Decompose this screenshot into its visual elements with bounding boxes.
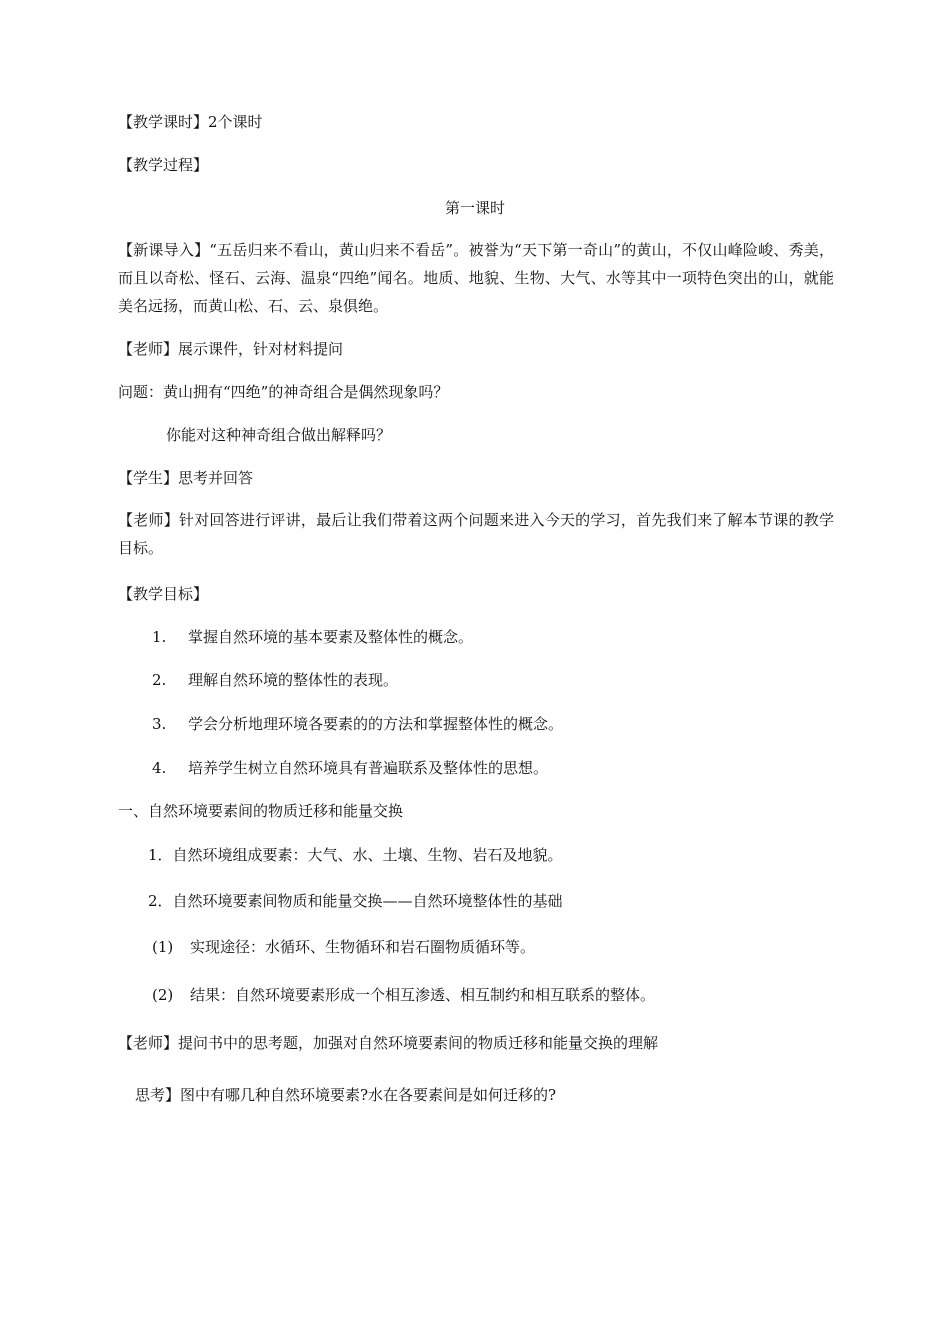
- sub-point: [152, 985, 655, 1005]
- sub-point: [152, 937, 535, 957]
- objective-text: 学会分析地理环境各要素的的方法和掌握整体性的概念。: [188, 715, 564, 733]
- lesson-title: 第一课时: [444, 199, 505, 217]
- objective-item: [152, 714, 563, 734]
- objective-text: 掌握自然环境的基本要素及整体性的概念。: [188, 628, 474, 646]
- student-line: 【学生】思考并回答: [118, 469, 254, 487]
- objective-text: 理解自然环境的整体性的表现。: [188, 671, 399, 689]
- sub-point-text: 结果：自然环境要素形成一个相互渗透、相互制约和相互联系的整体。: [190, 986, 656, 1004]
- point-1: 1．自然环境组成要素：大气、水、土壤、生物、岩石及地貌。: [148, 846, 563, 864]
- objective-number: 4.: [152, 759, 167, 777]
- lesson-hours: 【教学课时】2个课时: [118, 113, 263, 131]
- sub-point-number: (2): [152, 986, 174, 1004]
- objective-item: [152, 758, 548, 778]
- question-2: 你能对这种神奇组合做出解释吗？: [166, 426, 392, 444]
- question-1: 问题：黄山拥有“四绝”的神奇组合是偶然现象吗？: [118, 383, 449, 401]
- sub-point-number: (1): [152, 938, 174, 956]
- objective-text: 培养学生树立自然环境具有普遍联系及整体性的思想。: [188, 759, 549, 777]
- teacher-paragraph-2: 【老师】针对回答进行评讲，最后让我们带着这两个问题来进入今天的学习，首先我们来了解本节课的教学目标。: [118, 511, 834, 557]
- sub-point-text: 实现途径：水循环、生物循环和岩石圈物质循环等。: [190, 938, 536, 956]
- objective-item: [152, 627, 473, 647]
- objective-number: 3.: [152, 715, 167, 733]
- process-heading: 【教学过程】: [118, 156, 209, 174]
- objective-number: 2.: [152, 671, 167, 689]
- objective-item: [152, 670, 398, 690]
- intro-paragraph: 【新课导入】“五岳归来不看山，黄山归来不看岳”。被誉为“天下第一奇山”的黄山，不仅山峰险峻、秀美，而且以奇松、怪石、云海、温泉“四绝”闻名。地质、地貌、生物、大气、水等其中一项特色突出的山，就能美名远扬，而黄山松、石、云、泉俱绝。: [118, 241, 834, 315]
- section-1-heading: 一、自然环境要素间的物质迁移和能量交换: [118, 802, 404, 820]
- thinking-line: 思考】图中有哪几种自然环境要素?水在各要素间是如何迁移的?: [135, 1086, 557, 1104]
- teacher-line-1: 【老师】展示课件，针对材料提问: [118, 340, 344, 358]
- objectives-heading: 【教学目标】: [118, 585, 209, 603]
- objective-number: 1.: [152, 628, 167, 646]
- point-2: 2．自然环境要素间物质和能量交换——自然环境整体性的基础: [148, 892, 563, 910]
- teacher-line-3: 【老师】提问书中的思考题，加强对自然环境要素间的物质迁移和能量交换的理解: [118, 1034, 659, 1052]
